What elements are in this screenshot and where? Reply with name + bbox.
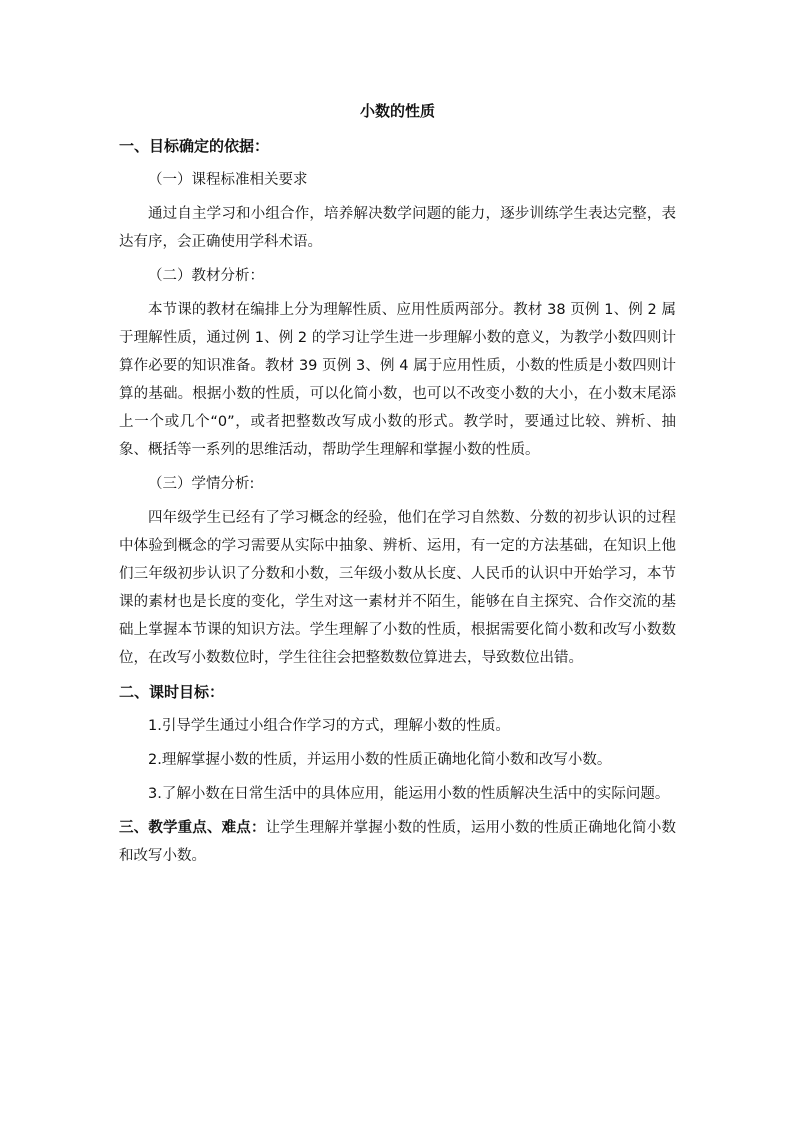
- section1-sub3-heading: （三）学情分析:: [148, 476, 255, 492]
- section3-heading: 三、教学重点、难点：: [119, 820, 266, 836]
- section1-sub2-text: 本节课的教材在编排上分为理解性质、应用性质两部分。教材 38 页例 1、例 2 属于理解性质，通过例 1、例 2 的学习让学生进一步理解小数的意义，为教学小数四则计算作必要的知识准备。教材 39 页例 3、例 4 属于应用性质，小数的性质是小数四则计算的基础。根据小数的性质，可以化简小数，也可以不改变小数的大小，在小数末尾添上一个或几个“0”，或者把整数改写成小数的形式。教学时，要通过比较、辨析、抽象、概括等一系列的思维活动，帮助学生理解和掌握小数的性质。: [119, 302, 676, 458]
- objective-item-2: 2.理解掌握小数的性质，并运用小数的性质正确地化简小数和改写小数。: [148, 752, 612, 768]
- document-page: [119, 96, 676, 876]
- section1-sub2-heading: （二）教材分析：: [148, 268, 264, 284]
- objective-item-1: 1.引导学生通过小组合作学习的方式，理解小数的性质。: [148, 718, 510, 734]
- section1-sub1-text: 通过自主学习和小组合作，培养解决数学问题的能力，逐步训练学生表达完整，表达有序，会正确使用学科术语。: [119, 206, 676, 250]
- document-title: 小数的性质: [359, 102, 435, 120]
- section3-text: 让学生理解并掌握小数的性质，运用小数的性质正确地化简小数和改写小数。: [119, 820, 677, 864]
- objective-item-3: 3.了解小数在日常生活中的具体应用，能运用小数的性质解决生活中的实际问题。: [148, 786, 670, 802]
- section1-heading: 一、目标确定的依据：: [119, 137, 270, 155]
- section1-sub3-text: 四年级学生已经有了学习概念的经验，他们在学习自然数、分数的初步认识的过程中体验到概念的学习需要从实际中抽象、辨析、运用，有一定的方法基础，在知识上他们三年级初步认识了分数和小数，三年级小数从长度、人民币的认识中开始学习，本节课的素材也是长度的变化，学生对这一素材并不陌生，能够在自主探究、合作交流的基础上掌握本节课的知识方法。学生理解了小数的性质，根据需要化简小数和改写小数数位，在改写小数数位时，学生往往会把整数数位算进去，导致数位出错。: [119, 510, 676, 666]
- section3-paragraph: [119, 814, 676, 870]
- section2-heading: 二、课时目标：: [119, 683, 225, 701]
- section1-sub1-heading: （一）课程标准相关要求: [148, 172, 308, 188]
